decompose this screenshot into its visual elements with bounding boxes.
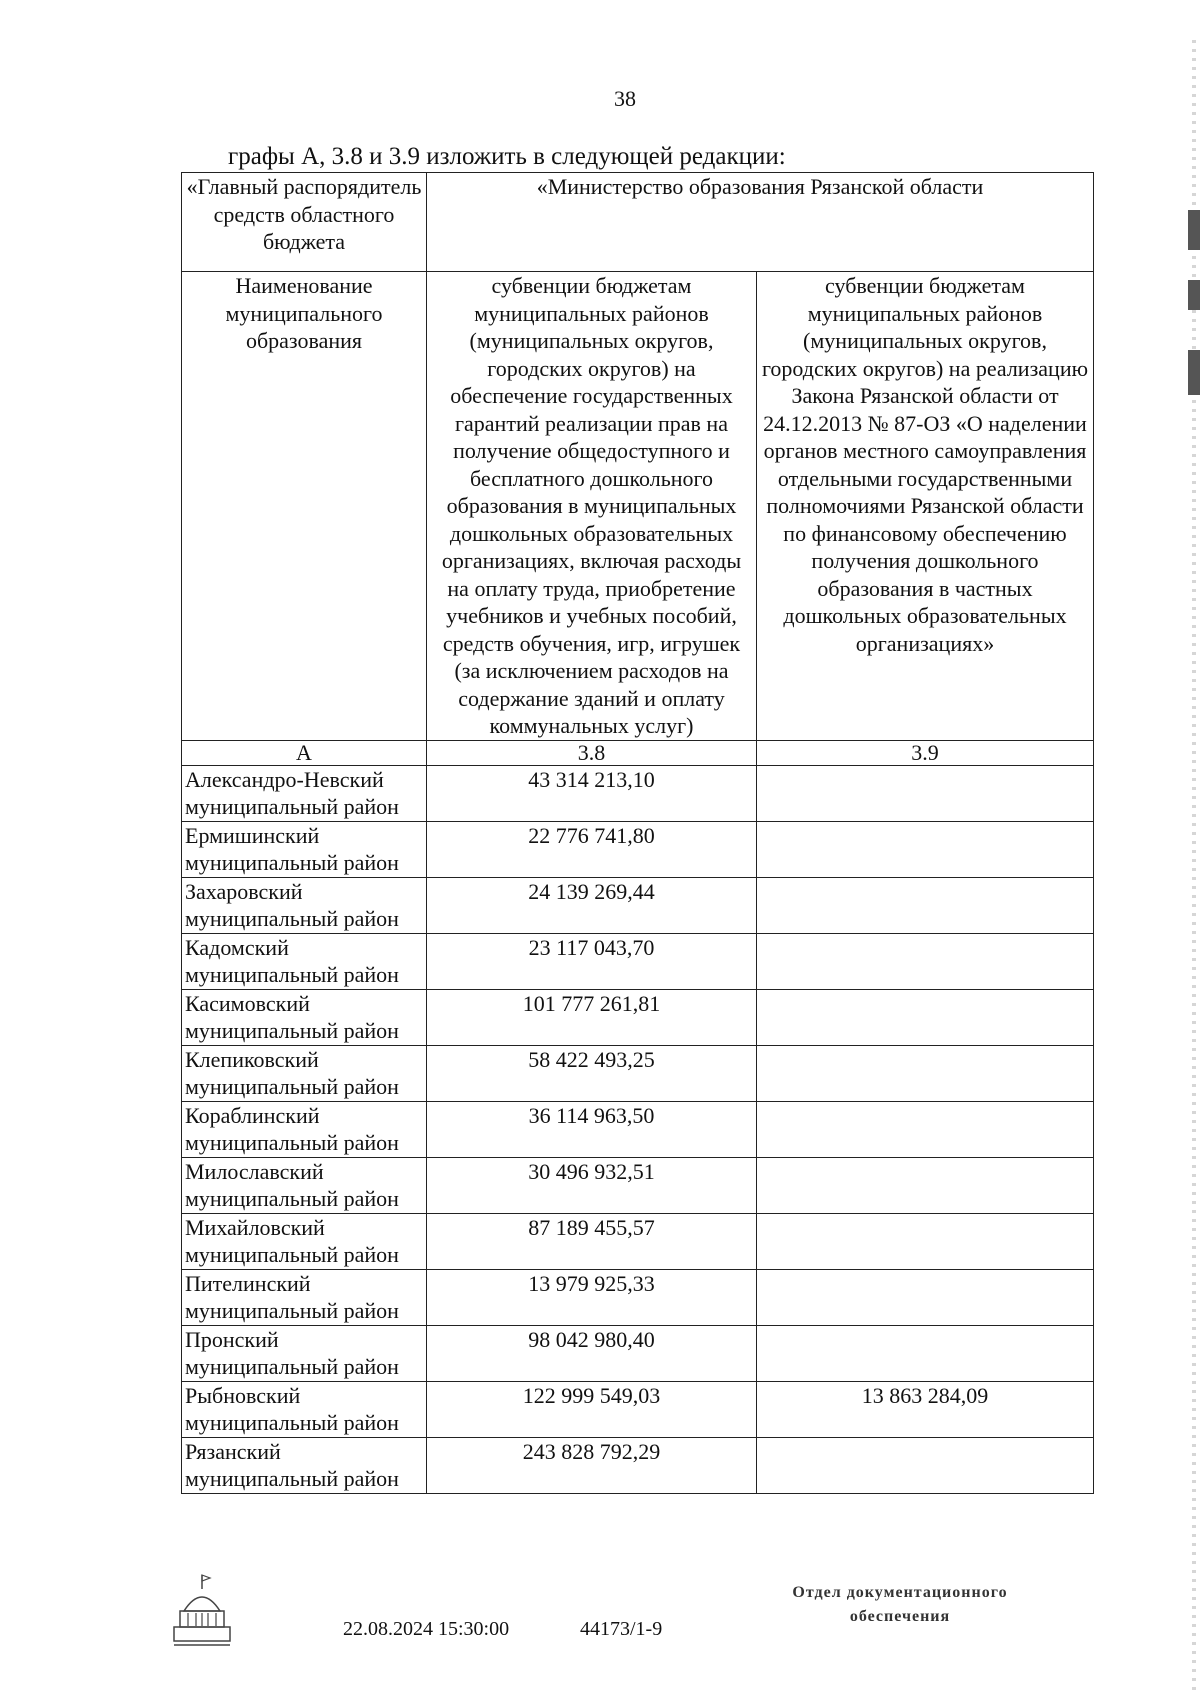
intro-text: графы А, 3.8 и 3.9 изложить в следующей редакции: bbox=[228, 143, 786, 170]
table-row bbox=[182, 989, 1094, 1045]
row-value-3-8: 98 042 980,40 bbox=[427, 1325, 757, 1381]
row-value-3-8: 101 777 261,81 bbox=[427, 989, 757, 1045]
row-value-3-8: 58 422 493,25 bbox=[427, 1045, 757, 1101]
footer-datetime: 22.08.2024 15:30:00 bbox=[343, 1618, 510, 1640]
row-value-3-9 bbox=[757, 1325, 1094, 1381]
row-value-3-9 bbox=[757, 933, 1094, 989]
header-admin-row bbox=[182, 173, 1094, 272]
index-3-8: 3.8 bbox=[427, 740, 757, 765]
row-value-3-9 bbox=[757, 1157, 1094, 1213]
row-name: Клепиковский муниципальный район bbox=[182, 1045, 427, 1101]
row-value-3-8: 22 776 741,80 bbox=[427, 821, 757, 877]
header-col-3-9: субвенции бюджетам муниципальных районов (муниципальных округов, городских округов) на реализацию Закона Рязанской области от 24.12.2013 № 87-ОЗ «О наделении органов местного самоуправления отдельными государственными полномочиями Рязанской области по финансовому обеспечению получения дошкольного образования в частных дошкольных образовательных организациях» bbox=[757, 272, 1094, 741]
index-a: А bbox=[182, 740, 427, 765]
table-row bbox=[182, 1213, 1094, 1269]
footer-department-stamp: Отдел документационного обеспечения bbox=[792, 1584, 1008, 1625]
table-row bbox=[182, 877, 1094, 933]
table-row bbox=[182, 933, 1094, 989]
page-number: 38 bbox=[614, 86, 636, 111]
row-name: Захаровский муниципальный район bbox=[182, 877, 427, 933]
row-name: Кадомский муниципальный район bbox=[182, 933, 427, 989]
header-name: Наименование муниципального образования bbox=[182, 272, 427, 741]
scan-edge-mark bbox=[1188, 280, 1200, 310]
budget-table bbox=[181, 172, 1094, 1494]
row-value-3-9 bbox=[757, 821, 1094, 877]
row-value-3-9 bbox=[757, 1437, 1094, 1493]
row-name: Касимовский муниципальный район bbox=[182, 989, 427, 1045]
footer-doc-number: 44173/1-9 bbox=[580, 1618, 663, 1640]
table-row bbox=[182, 1437, 1094, 1493]
row-name: Александро-Невский муниципальный район bbox=[182, 765, 427, 821]
row-value-3-9 bbox=[757, 877, 1094, 933]
row-value-3-9 bbox=[757, 989, 1094, 1045]
row-name: Рыбновский муниципальный район bbox=[182, 1381, 427, 1437]
row-name: Пронский муниципальный район bbox=[182, 1325, 427, 1381]
row-value-3-9 bbox=[757, 1213, 1094, 1269]
row-value-3-8: 24 139 269,44 bbox=[427, 877, 757, 933]
row-name: Рязанский муниципальный район bbox=[182, 1437, 427, 1493]
scan-edge-mark bbox=[1188, 350, 1200, 395]
duma-emblem-icon bbox=[170, 1573, 234, 1651]
table-row bbox=[182, 821, 1094, 877]
row-value-3-9 bbox=[757, 1269, 1094, 1325]
row-value-3-8: 13 979 925,33 bbox=[427, 1269, 757, 1325]
row-value-3-9 bbox=[757, 1101, 1094, 1157]
row-name: Кораблинский муниципальный район bbox=[182, 1101, 427, 1157]
row-name: Ермишинский муниципальный район bbox=[182, 821, 427, 877]
row-value-3-9: 13 863 284,09 bbox=[757, 1381, 1094, 1437]
row-value-3-9 bbox=[757, 1045, 1094, 1101]
row-value-3-8: 122 999 549,03 bbox=[427, 1381, 757, 1437]
row-name: Михайловский муниципальный район bbox=[182, 1213, 427, 1269]
row-name: Милославский муниципальный район bbox=[182, 1157, 427, 1213]
index-3-9: 3.9 bbox=[757, 740, 1094, 765]
row-value-3-8: 23 117 043,70 bbox=[427, 933, 757, 989]
row-value-3-8: 36 114 963,50 bbox=[427, 1101, 757, 1157]
row-value-3-8: 87 189 455,57 bbox=[427, 1213, 757, 1269]
row-value-3-9 bbox=[757, 765, 1094, 821]
header-admin-value: «Министерство образования Рязанской области bbox=[427, 173, 1094, 272]
header-columns-row bbox=[182, 272, 1094, 741]
row-value-3-8: 43 314 213,10 bbox=[427, 765, 757, 821]
table-row bbox=[182, 765, 1094, 821]
column-index-row bbox=[182, 740, 1094, 765]
header-col-3-8: субвенции бюджетам муниципальных районов (муниципальных округов, городских округов) на обеспечение государственных гарантий реализации прав на получение общедоступного и бесплатного дошкольного образования в муниципальных дошкольных образовательных организациях, включая расходы на оплату труда, приобретение учебников и учебных пособий, средств обучения, игр, игрушек (за исключением расходов на содержание зданий и оплату коммунальных услуг) bbox=[427, 272, 757, 741]
row-value-3-8: 30 496 932,51 bbox=[427, 1157, 757, 1213]
table-row bbox=[182, 1325, 1094, 1381]
table-row bbox=[182, 1101, 1094, 1157]
table-row bbox=[182, 1157, 1094, 1213]
row-name: Пителинский муниципальный район bbox=[182, 1269, 427, 1325]
header-admin-label: «Главный распорядитель средств областного бюджета bbox=[182, 173, 427, 272]
scan-edge-mark bbox=[1188, 210, 1200, 250]
table-row bbox=[182, 1381, 1094, 1437]
table-row bbox=[182, 1045, 1094, 1101]
row-value-3-8: 243 828 792,29 bbox=[427, 1437, 757, 1493]
table-row bbox=[182, 1269, 1094, 1325]
